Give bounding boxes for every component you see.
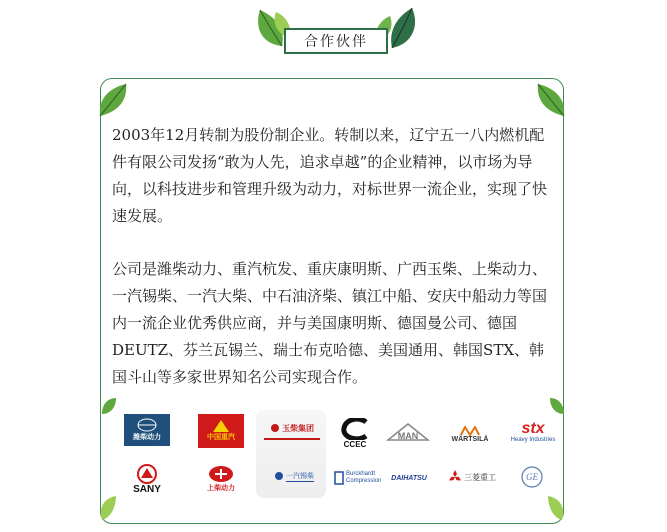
man-badge-icon bbox=[386, 420, 430, 446]
shangchai-logo: 上柴动力 bbox=[198, 460, 244, 498]
leaf-decoration-icon bbox=[98, 494, 118, 522]
yuchai-logo: 玉柴集团 bbox=[264, 418, 320, 440]
leaf-decoration-icon bbox=[96, 82, 130, 118]
yuchai-emblem-icon bbox=[270, 423, 280, 433]
wartsila-mark-icon bbox=[459, 426, 481, 436]
shangchai-emblem-icon bbox=[208, 465, 234, 483]
wartsila-logo: WÄRTSILÄ bbox=[442, 420, 498, 448]
intro-text bbox=[112, 122, 558, 391]
svg-text:MAN: MAN bbox=[397, 431, 419, 441]
man-logo bbox=[386, 420, 430, 446]
burckhardt-logo: Burckhardt Compression bbox=[332, 466, 384, 490]
partners-paragraph: 公司是潍柴动力、重汽杭发、重庆康明斯、广西玉柴、上柴动力、一汽锡柴、一汽大柴、中石油济柴、镇江中船、安庆中船动力等国内一流企业优秀供应商，并与美国康明斯、德国曼公司、德国DEUTZ、芬兰瓦锡兰、瑞士布克哈德、美国通用、韩国STX、韩国斗山等多家世界知名公司实现合作。 bbox=[112, 260, 548, 386]
stx-logo: stx Heavy Industries bbox=[510, 420, 556, 443]
cummins-c-icon bbox=[340, 418, 370, 440]
cummins-logo: CCEC bbox=[334, 414, 376, 452]
faw-logo: 一汽锡柴 bbox=[262, 468, 326, 484]
partner-logos bbox=[116, 406, 560, 504]
page-title: 合作伙伴 bbox=[284, 28, 388, 54]
svg-text:GE: GE bbox=[526, 472, 538, 482]
faw-emblem-icon bbox=[274, 471, 284, 481]
daihatsu-logo: DAIHATSU bbox=[391, 474, 427, 482]
burckhardt-mark-icon bbox=[334, 471, 344, 485]
sinotruk-logo: 中国重汽 bbox=[198, 414, 244, 448]
sany-logo: SANY bbox=[124, 460, 170, 498]
leaf-decoration-icon bbox=[534, 82, 568, 118]
section-header bbox=[250, 6, 420, 54]
sany-emblem-icon bbox=[136, 464, 158, 484]
sinotruk-emblem-icon bbox=[213, 420, 229, 432]
mitsubishi-logo: 三菱重工 bbox=[444, 464, 500, 490]
weichai-logo: 潍柴动力 bbox=[124, 414, 170, 446]
ge-logo bbox=[506, 462, 558, 492]
intro-paragraph: 2003年12月转制为股份制企业。转制以来，辽宁五一八内燃机配件有限公司发扬“敢为人先，追求卓越”的企业精神，以市场为导向，以科技进步和管理升级为动力，对标世界一流企业，实现了快速发展。 bbox=[112, 126, 548, 225]
weichai-globe-icon bbox=[137, 418, 157, 432]
ge-monogram-icon bbox=[521, 466, 543, 488]
mitsubishi-diamonds-icon bbox=[448, 470, 462, 484]
